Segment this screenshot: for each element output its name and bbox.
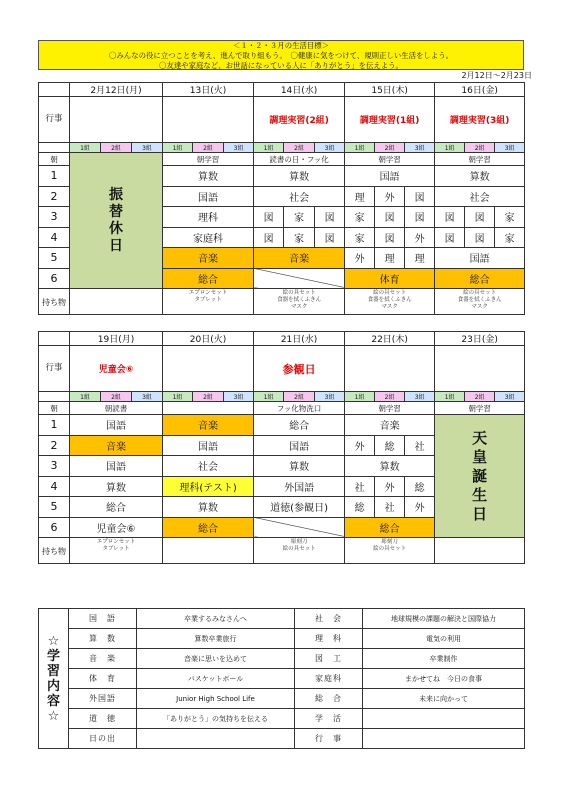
period-label: 2 bbox=[39, 435, 70, 456]
lesson-cell: 総合 bbox=[70, 497, 163, 518]
lesson-cell: 理 bbox=[345, 186, 375, 207]
morning-cell bbox=[163, 402, 254, 415]
study-content bbox=[137, 729, 295, 749]
belongings-row bbox=[39, 289, 525, 315]
lesson-cell: 総合 bbox=[435, 268, 525, 289]
study-subject: 国 語 bbox=[69, 609, 137, 629]
belongings-cell: 彫刻刀 絵の具セット bbox=[345, 538, 435, 564]
morning-cell: 朝読書 bbox=[70, 402, 163, 415]
period-label: 6 bbox=[39, 517, 70, 538]
period-label: 1 bbox=[39, 166, 70, 187]
day-header: 13日(火) bbox=[163, 83, 254, 97]
day-header: 19日(月) bbox=[70, 332, 163, 346]
lesson-cell: 国語 bbox=[70, 456, 163, 477]
morning-cell: 朝学習 bbox=[435, 153, 525, 166]
event-cell: 児童会⑥ bbox=[70, 346, 163, 392]
lesson-cell: 総合 bbox=[163, 268, 254, 289]
event-cell bbox=[70, 97, 163, 143]
lesson-cell: 算数 bbox=[254, 166, 345, 187]
corner-cell bbox=[39, 332, 70, 346]
event-cell: 調理実習(2組) bbox=[254, 97, 345, 143]
class-3: 3組 bbox=[224, 392, 254, 402]
corner-cell bbox=[39, 83, 70, 97]
event-cell bbox=[163, 346, 254, 392]
lesson-cell: 社会 bbox=[254, 186, 345, 207]
week2-schedule bbox=[38, 331, 525, 564]
lesson-cell: 家庭科 bbox=[163, 227, 254, 248]
class-1: 1組 bbox=[70, 392, 101, 402]
class-1: 1組 bbox=[435, 143, 465, 153]
holiday-cell bbox=[435, 415, 525, 538]
study-subject: 外国語 bbox=[69, 689, 137, 709]
class-2: 2組 bbox=[101, 143, 132, 153]
week1-schedule bbox=[38, 82, 525, 315]
belongings-cell: エプロンセット タブレット bbox=[163, 289, 254, 315]
study-subject: 家庭科 bbox=[295, 669, 363, 689]
day-header: 21日(水) bbox=[254, 332, 345, 346]
morning-cell: 読書の日・フッ化 bbox=[254, 153, 345, 166]
morning-cell: 朝学習 bbox=[435, 402, 525, 415]
lesson-cell: 外 bbox=[405, 497, 435, 518]
lesson-cell: 家 bbox=[495, 227, 525, 248]
belongings-cell: 彫刻刀 絵の具セット bbox=[254, 538, 345, 564]
lesson-cell: 社会 bbox=[163, 456, 254, 477]
lesson-cell: 図 bbox=[465, 207, 495, 228]
belongings-cell: 絵の具セット 食器を拭くふきん マスク bbox=[254, 289, 345, 315]
period-label: 4 bbox=[39, 227, 70, 248]
class-1: 1組 bbox=[435, 392, 465, 402]
lesson-cell: 外 bbox=[345, 248, 375, 269]
lesson-cell: 図 bbox=[405, 186, 435, 207]
morning-cell: 朝学習 bbox=[345, 153, 435, 166]
asa-label: 朝 bbox=[39, 153, 70, 166]
lesson-cell: 理 bbox=[405, 248, 435, 269]
class-2: 2組 bbox=[193, 143, 224, 153]
class-3: 3組 bbox=[132, 143, 163, 153]
class-2: 2組 bbox=[284, 143, 315, 153]
lesson-cell: 国語 bbox=[163, 435, 254, 456]
mochimono-label: 持ち物 bbox=[39, 538, 70, 564]
study-row bbox=[39, 669, 525, 689]
event-row bbox=[39, 97, 525, 143]
class-row bbox=[39, 392, 525, 402]
study-subject: 社 会 bbox=[295, 609, 363, 629]
lesson-cell: 家 bbox=[345, 227, 375, 248]
lesson-cell: 算数 bbox=[435, 166, 525, 187]
class-1: 1組 bbox=[345, 392, 375, 402]
goals-line-1: 〇みんなの役に立つことを考え、進んで取り組もう。 〇健康に気をつけて、規則正しい生活をしよう。 bbox=[109, 51, 453, 60]
lesson-cell: 図 bbox=[315, 227, 345, 248]
period-label: 2 bbox=[39, 186, 70, 207]
class-3: 3組 bbox=[405, 143, 435, 153]
event-cell: 調理実習(1組) bbox=[345, 97, 435, 143]
event-cell bbox=[163, 97, 254, 143]
study-row bbox=[39, 689, 525, 709]
class-3: 3組 bbox=[495, 392, 525, 402]
study-content: 音楽に思いを込めて bbox=[137, 649, 295, 669]
lesson-cell: 児童会⑥ bbox=[70, 517, 163, 538]
holiday-text: 天皇誕生日 bbox=[472, 428, 488, 523]
study-content: 未来に向かって bbox=[363, 689, 525, 709]
study-subject: 算 数 bbox=[69, 629, 137, 649]
class-3: 3組 bbox=[224, 143, 254, 153]
goals-line-2: 〇友達や家庭など、お世話になっている人に「ありがとう」を伝えよう。 bbox=[159, 61, 403, 70]
belongings-row bbox=[39, 538, 525, 564]
lesson-cell: 社 bbox=[405, 435, 435, 456]
day-header-row bbox=[39, 83, 525, 97]
lesson-cell: 算数 bbox=[345, 456, 435, 477]
life-goals-box bbox=[38, 40, 524, 70]
day-header: 2月12日(月) bbox=[70, 83, 163, 97]
lesson-cell: 理科 bbox=[163, 207, 254, 228]
lesson-cell: 理 bbox=[375, 248, 405, 269]
lesson-cell: 図 bbox=[375, 227, 405, 248]
lesson-cell: 図 bbox=[315, 207, 345, 228]
study-content: 卒業するみなさんへ bbox=[137, 609, 295, 629]
class-1: 1組 bbox=[163, 392, 193, 402]
lesson-cell: 総合 bbox=[254, 415, 345, 436]
study-title bbox=[39, 609, 69, 749]
day-header: 16日(金) bbox=[435, 83, 525, 97]
event-row bbox=[39, 346, 525, 392]
day-header-row bbox=[39, 332, 525, 346]
period-label: 3 bbox=[39, 207, 70, 228]
lesson-cell: 国語 bbox=[163, 186, 254, 207]
lesson-cell: 総 bbox=[345, 497, 375, 518]
event-cell: 調理実習(3組) bbox=[435, 97, 525, 143]
lesson-cell: 総合 bbox=[163, 517, 254, 538]
class-label-blank bbox=[39, 143, 70, 153]
morning-cell: 朝学習 bbox=[163, 153, 254, 166]
study-content-table bbox=[38, 608, 525, 749]
lesson-cell: 国語 bbox=[435, 248, 525, 269]
class-1: 1組 bbox=[345, 143, 375, 153]
lesson-cell: 国語 bbox=[345, 166, 435, 187]
lesson-cell: 外 bbox=[375, 186, 405, 207]
lesson-cell: 図 bbox=[254, 227, 284, 248]
study-content: 「ありがとう」の気持ちを伝える bbox=[137, 709, 295, 729]
lesson-cell: 体育 bbox=[345, 268, 435, 289]
period-row bbox=[39, 415, 525, 436]
lesson-cell: 算数 bbox=[254, 456, 345, 477]
lesson-cell: 図 bbox=[375, 207, 405, 228]
period-label: 5 bbox=[39, 497, 70, 518]
lesson-cell: 外 bbox=[405, 227, 435, 248]
belongings-cell bbox=[70, 289, 163, 315]
holiday-cell bbox=[70, 153, 163, 289]
lesson-cell: 外国語 bbox=[254, 476, 345, 497]
study-content: 電気の利用 bbox=[363, 629, 525, 649]
class-3: 3組 bbox=[495, 143, 525, 153]
study-subject: 音 楽 bbox=[69, 649, 137, 669]
period-label: 3 bbox=[39, 456, 70, 477]
class-2: 2組 bbox=[284, 392, 315, 402]
study-content: まかせてね 今日の食事 bbox=[363, 669, 525, 689]
day-header: 22日(木) bbox=[345, 332, 435, 346]
study-row bbox=[39, 629, 525, 649]
lesson-cell: 社 bbox=[375, 497, 405, 518]
day-header: 14日(水) bbox=[254, 83, 345, 97]
gyouji-label: 行事 bbox=[39, 346, 70, 392]
class-row bbox=[39, 143, 525, 153]
period-label: 1 bbox=[39, 415, 70, 436]
belongings-cell: エプロンセット タブレット bbox=[70, 538, 163, 564]
class-1: 1組 bbox=[70, 143, 101, 153]
lesson-cell: 外 bbox=[345, 435, 375, 456]
lesson-cell: 総合 bbox=[345, 517, 435, 538]
study-content: 卒業制作 bbox=[363, 649, 525, 669]
lesson-cell: 図 bbox=[435, 207, 465, 228]
lesson-cell: 音楽 bbox=[70, 435, 163, 456]
study-row bbox=[39, 709, 525, 729]
period-label: 6 bbox=[39, 268, 70, 289]
belongings-cell: 絵の具セット 食器を拭くふきん マスク bbox=[435, 289, 525, 315]
event-cell bbox=[435, 346, 525, 392]
study-subject: 道 徳 bbox=[69, 709, 137, 729]
event-cell: 参観日 bbox=[254, 346, 345, 392]
class-1: 1組 bbox=[254, 392, 284, 402]
morning-row bbox=[39, 153, 525, 166]
lesson-cell: 音楽 bbox=[254, 248, 345, 269]
lesson-cell: 音楽 bbox=[163, 415, 254, 436]
lesson-cell: 社会 bbox=[435, 186, 525, 207]
lesson-cell: 外 bbox=[375, 476, 405, 497]
morning-row bbox=[39, 402, 525, 415]
study-row bbox=[39, 729, 525, 749]
holiday-text: 振替休日 bbox=[109, 186, 124, 254]
study-content: 算数卒業旅行 bbox=[137, 629, 295, 649]
study-content bbox=[363, 709, 525, 729]
lesson-cell: 算数 bbox=[163, 497, 254, 518]
morning-cell: 朝学習 bbox=[345, 402, 435, 415]
belongings-cell: 絵の具セット 食器を拭くふきん マスク bbox=[345, 289, 435, 315]
study-subject: 総 合 bbox=[295, 689, 363, 709]
day-header: 23日(金) bbox=[435, 332, 525, 346]
lesson-cell: 家 bbox=[284, 207, 315, 228]
lesson-cell: 総 bbox=[375, 435, 405, 456]
class-2: 2組 bbox=[375, 143, 405, 153]
class-2: 2組 bbox=[465, 392, 495, 402]
morning-cell: フッ化物洗口 bbox=[254, 402, 345, 415]
event-cell bbox=[345, 346, 435, 392]
study-subject: 体 育 bbox=[69, 669, 137, 689]
study-subject: 理 科 bbox=[295, 629, 363, 649]
lesson-cell: 算数 bbox=[70, 476, 163, 497]
study-subject: 行 事 bbox=[295, 729, 363, 749]
class-label-blank bbox=[39, 392, 70, 402]
mochimono-label: 持ち物 bbox=[39, 289, 70, 315]
lesson-cell: 国語 bbox=[254, 435, 345, 456]
class-3: 3組 bbox=[315, 143, 345, 153]
study-subject: 日の出 bbox=[69, 729, 137, 749]
period-label: 5 bbox=[39, 248, 70, 269]
study-row bbox=[39, 609, 525, 629]
lesson-cell: 社 bbox=[345, 476, 375, 497]
no-lesson-cell bbox=[254, 268, 345, 289]
lesson-cell: 図 bbox=[405, 207, 435, 228]
lesson-cell: 理科(テスト) bbox=[163, 476, 254, 497]
lesson-cell: 算数 bbox=[163, 166, 254, 187]
gyouji-label: 行事 bbox=[39, 97, 70, 143]
study-content: 地球規模の課題の解決と国際協力 bbox=[363, 609, 525, 629]
lesson-cell: 道徳(参観日) bbox=[254, 497, 345, 518]
date-range: 2月12日～2月23日 bbox=[461, 71, 532, 80]
lesson-cell: 家 bbox=[495, 207, 525, 228]
period-label: 4 bbox=[39, 476, 70, 497]
study-subject: 図 工 bbox=[295, 649, 363, 669]
class-3: 3組 bbox=[315, 392, 345, 402]
class-3: 3組 bbox=[132, 392, 163, 402]
lesson-cell: 総 bbox=[405, 476, 435, 497]
class-3: 3組 bbox=[405, 392, 435, 402]
class-2: 2組 bbox=[193, 392, 224, 402]
study-content bbox=[363, 729, 525, 749]
study-content: Junior High School Life bbox=[137, 689, 295, 709]
study-subject: 学 活 bbox=[295, 709, 363, 729]
no-lesson-cell bbox=[254, 517, 345, 538]
class-1: 1組 bbox=[163, 143, 193, 153]
belongings-cell bbox=[435, 538, 525, 564]
belongings-cell bbox=[163, 538, 254, 564]
asa-label: 朝 bbox=[39, 402, 70, 415]
class-2: 2組 bbox=[101, 392, 132, 402]
lesson-cell: 家 bbox=[345, 207, 375, 228]
study-title-text: ☆学習内容☆ bbox=[46, 633, 60, 724]
day-header: 15日(木) bbox=[345, 83, 435, 97]
class-2: 2組 bbox=[465, 143, 495, 153]
goals-title: ＜１・２・３月の生活目標＞ bbox=[232, 41, 330, 50]
study-content: バスケットボール bbox=[137, 669, 295, 689]
lesson-cell: 図 bbox=[435, 227, 465, 248]
lesson-cell: 家 bbox=[284, 227, 315, 248]
study-row bbox=[39, 649, 525, 669]
class-2: 2組 bbox=[375, 392, 405, 402]
class-1: 1組 bbox=[254, 143, 284, 153]
day-header: 20日(火) bbox=[163, 332, 254, 346]
lesson-cell: 図 bbox=[254, 207, 284, 228]
lesson-cell: 音楽 bbox=[163, 248, 254, 269]
lesson-cell: 図 bbox=[465, 227, 495, 248]
lesson-cell: 国語 bbox=[70, 415, 163, 436]
lesson-cell: 音楽 bbox=[345, 415, 435, 436]
